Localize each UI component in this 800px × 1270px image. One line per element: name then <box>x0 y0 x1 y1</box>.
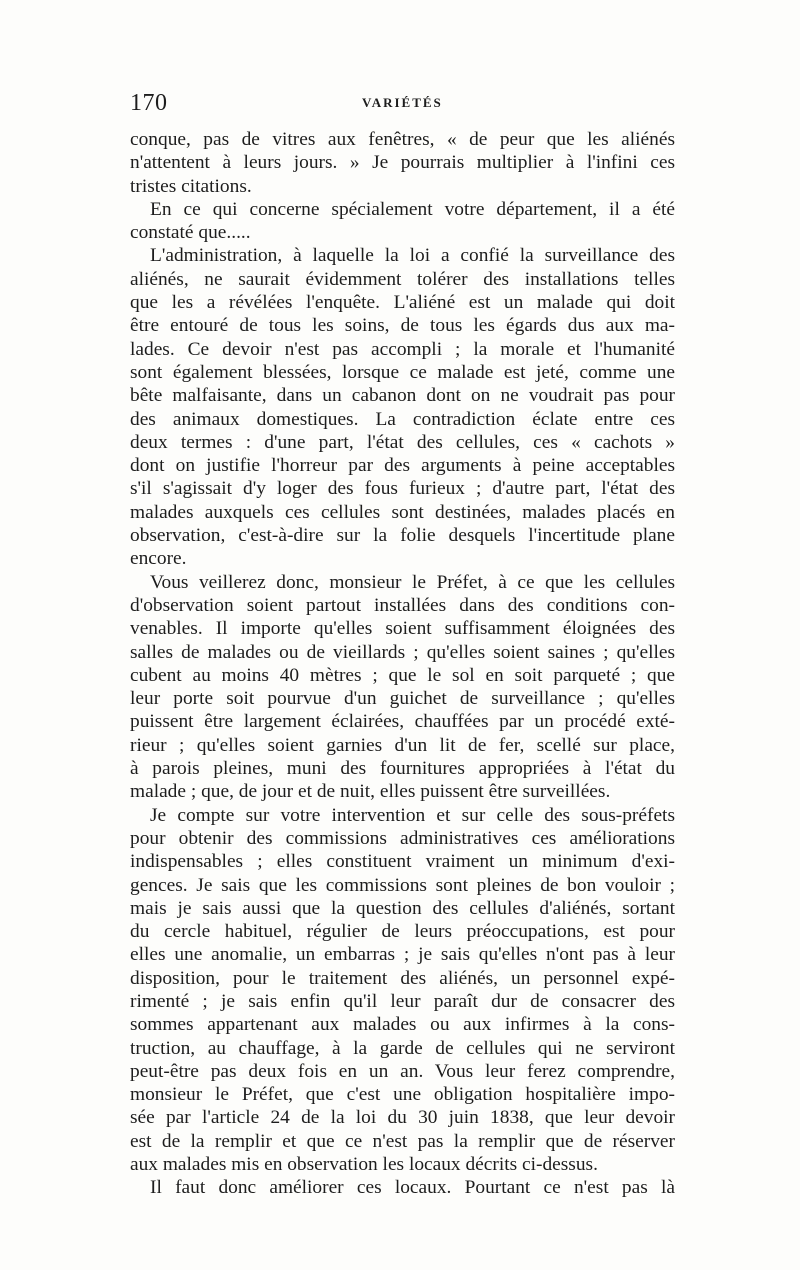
text-line: En ce qui concerne spécialement votre département, il a été <box>150 198 675 220</box>
text-line: tristes citations. <box>130 175 252 197</box>
text-line: des animaux domestiques. La contradiction éclate entre ces <box>130 408 675 430</box>
text-line: sont également blessées, lorsque ce malade est jeté, comme une <box>130 361 675 383</box>
text-line: Il faut donc améliorer ces locaux. Pourtant ce n'est pas là <box>150 1177 675 1199</box>
page-header <box>130 90 675 114</box>
text-line: deux termes : d'une part, l'état des cellules, ces « cachots » <box>130 431 675 453</box>
text-line: Vous veillerez donc, monsieur le Préfet, à ce que les cellules <box>150 571 675 593</box>
text-line: dont on justifie l'horreur par des arguments à peine acceptables <box>130 455 675 477</box>
text-line: d'observation soient partout installées dans des conditions con- <box>130 594 675 616</box>
paragraph <box>130 244 675 570</box>
text-line: venables. Il importe qu'elles soient suffisamment éloignées des <box>130 618 675 640</box>
text-line: elles une anomalie, un embarras ; je sais qu'elles n'ont pas à leur <box>130 944 675 966</box>
text-line: bête malfaisante, dans un cabanon dont on ne voudrait pas pour <box>130 385 675 407</box>
paragraph <box>130 571 675 804</box>
text-line: est de la remplir et que ce n'est pas la remplir que de réserver <box>130 1130 675 1152</box>
running-head: VARIÉTÉS <box>362 95 443 110</box>
text-line: lades. Ce devoir n'est pas accompli ; la morale et l'humanité <box>130 338 675 360</box>
paragraph <box>130 1176 675 1199</box>
text-line: conque, pas de vitres aux fenêtres, « de peur que les aliénés <box>130 129 675 150</box>
text-line: mais je sais aussi que la question des cellules d'aliénés, sortant <box>130 897 675 919</box>
text-line: peut-être pas deux fois en un an. Vous leur ferez comprendre, <box>130 1060 675 1082</box>
text-line: rimenté ; je sais enfin qu'il leur paraît dur de consacrer des <box>130 990 675 1012</box>
text-line: n'attentent à leurs jours. » Je pourrais multiplier à l'infini ces <box>130 152 675 174</box>
text-line: salles de malades ou de vieillards ; qu'elles soient saines ; qu'elles <box>130 641 675 663</box>
text-line: être entouré de tous les soins, de tous les égards dus aux ma- <box>130 315 675 337</box>
text-line: indispensables ; elles constituent vraiment un minimum d'exi- <box>130 851 675 873</box>
body-text <box>130 128 675 1200</box>
text-line: monsieur le Préfet, que c'est une obligation hospitalière impo- <box>130 1084 675 1106</box>
text-line: observation, c'est-à-dire sur la folie desquels l'incertitude plane <box>130 525 675 547</box>
text-line: aux malades mis en observation les locaux décrits ci-dessus. <box>130 1154 598 1176</box>
text-line: s'il s'agissait d'y loger des fous furieux ; d'autre part, l'état des <box>130 478 675 500</box>
paragraph <box>130 128 675 198</box>
text-line: leur porte soit pourvue d'un guichet de surveillance ; qu'elles <box>130 688 675 710</box>
text-line: Je compte sur votre intervention et sur celle des sous-préfets <box>150 804 675 826</box>
text-line: du cercle habituel, régulier de leurs préoccupations, est pour <box>130 921 675 943</box>
text-line: à parois pleines, muni des fournitures appropriées à l'état du <box>130 758 675 780</box>
text-line: sée par l'article 24 de la loi du 30 juin 1838, que leur devoir <box>130 1107 675 1129</box>
text-line: aliénés, ne saurait évidemment tolérer des installations telles <box>130 268 675 290</box>
text-line: encore. <box>130 548 187 570</box>
page-number: 170 <box>130 90 168 116</box>
text-line: puissent être largement éclairées, chauffées par un procédé exté- <box>130 711 675 733</box>
text-line: que les a révélées l'enquête. L'aliéné est un malade qui doit <box>130 292 675 314</box>
text-line: malade ; que, de jour et de nuit, elles puissent être surveillées. <box>130 781 611 803</box>
paragraph <box>130 804 675 1177</box>
text-line: sommes appartenant aux malades ou aux infirmes à la cons- <box>130 1014 675 1036</box>
text-line: disposition, pour le traitement des aliénés, un personnel expé- <box>130 967 675 989</box>
text-line: cubent au moins 40 mètres ; que le sol en soit parqueté ; que <box>130 664 675 686</box>
text-line: constaté que..... <box>130 222 251 244</box>
text-line: pour obtenir des commissions administratives ces améliorations <box>130 827 675 849</box>
text-line: L'administration, à laquelle la loi a confié la surveillance des <box>150 245 675 267</box>
text-line: gences. Je sais que les commissions sont pleines de bon vouloir ; <box>130 874 675 896</box>
text-line: malades auxquels ces cellules sont destinées, malades placés en <box>130 501 675 523</box>
paragraph <box>130 198 675 245</box>
text-line: rieur ; qu'elles soient garnies d'un lit de fer, scellé sur place, <box>130 734 675 756</box>
text-line: truction, au chauffage, à la garde de cellules qui ne serviront <box>130 1037 675 1059</box>
